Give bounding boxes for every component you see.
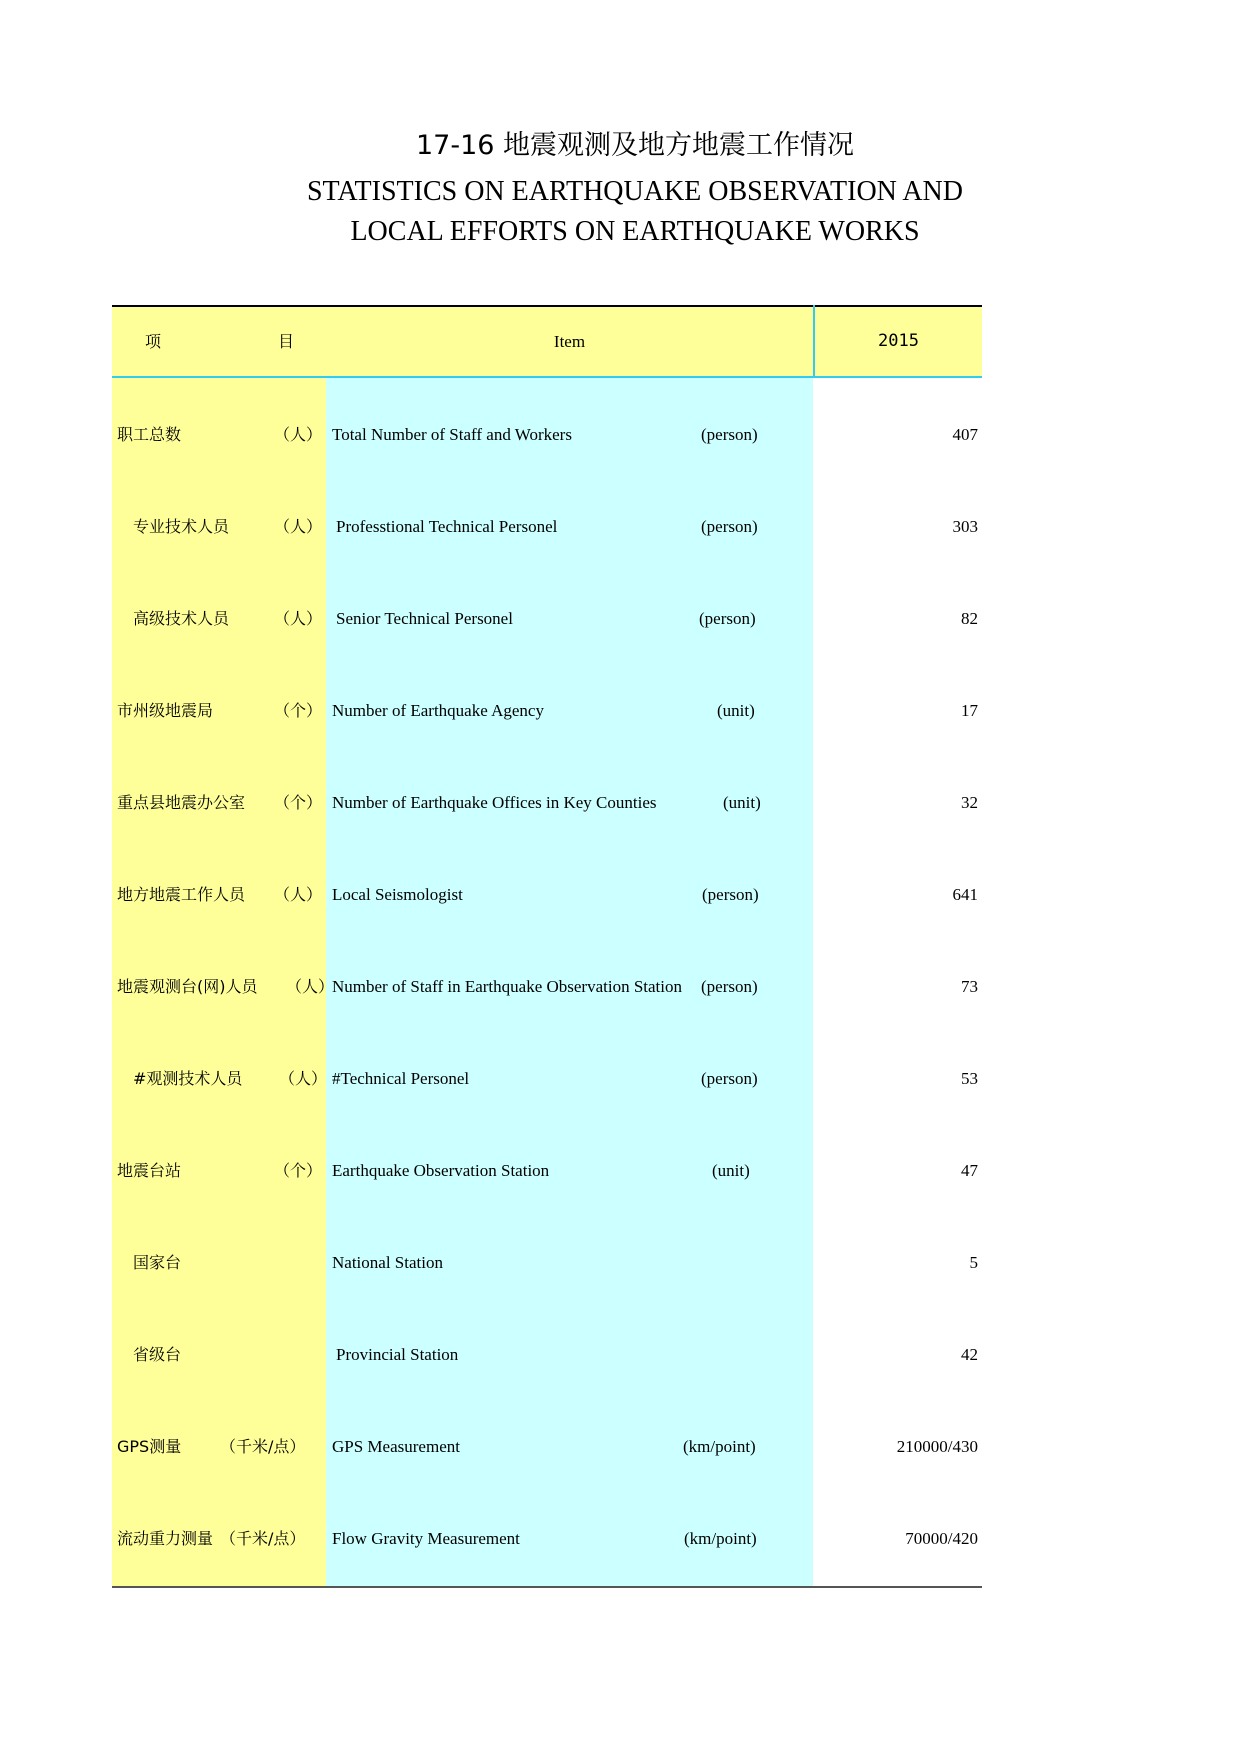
row-cn-label: 职工总数 — [117, 425, 182, 444]
table-number: 17-16 — [415, 130, 495, 161]
table-top-rule — [112, 305, 982, 307]
row-cn-unit: （千米/点） — [220, 1529, 306, 1548]
row-en-label: Local Seismologist — [332, 885, 463, 904]
title-en-line2: LOCAL EFFORTS ON EARTHQUAKE WORKS — [350, 216, 920, 247]
row-en-unit: (unit) — [712, 1161, 750, 1180]
row-en-label: GPS Measurement — [332, 1437, 460, 1456]
table-row — [112, 512, 982, 542]
table-row — [112, 604, 982, 634]
row-cn-label: 重点县地震办公室 — [117, 793, 246, 812]
table-bottom-rule — [112, 1586, 982, 1588]
table-row — [112, 420, 982, 450]
row-value: 70000/420 — [905, 1529, 978, 1548]
row-value: 17 — [961, 701, 978, 720]
row-en-unit: (km/point) — [684, 1529, 757, 1548]
table-row — [112, 880, 982, 910]
row-en-unit: (person) — [699, 609, 756, 628]
row-value: 407 — [952, 425, 978, 444]
table-row — [112, 696, 982, 726]
row-en-label: Total Number of Staff and Workers — [332, 425, 572, 444]
row-value: 303 — [952, 517, 978, 536]
row-cn-label: GPS测量 — [117, 1437, 182, 1456]
row-cn-label: 高级技术人员 — [133, 609, 230, 628]
row-cn-label: 市州级地震局 — [117, 701, 214, 720]
row-cn-unit: （个） — [274, 701, 323, 720]
row-cn-unit: （人） — [279, 1069, 328, 1088]
table-row — [112, 1432, 982, 1462]
row-en-label: #Technical Personel — [332, 1069, 470, 1088]
row-cn-unit: （人） — [286, 977, 335, 996]
row-en-unit: (unit) — [717, 701, 755, 720]
table-row — [112, 1524, 982, 1554]
row-cn-unit: （个） — [274, 1161, 323, 1180]
row-value: 210000/430 — [896, 1437, 978, 1456]
header-cn-part1: 项 — [145, 332, 162, 351]
row-cn-unit: （人） — [274, 425, 323, 444]
row-cn-label: 流动重力测量 — [117, 1529, 214, 1548]
statistics-table — [112, 305, 982, 1588]
row-cn-unit: （个） — [274, 793, 323, 812]
row-value: 53 — [961, 1069, 978, 1088]
row-cn-unit: （人） — [274, 517, 323, 536]
row-cn-label: 专业技术人员 — [133, 517, 230, 536]
row-en-label: Professtional Technical Personel — [336, 517, 558, 536]
row-value: 32 — [961, 793, 978, 812]
row-en-label: Number of Earthquake Agency — [332, 701, 544, 720]
row-en-label: Number of Staff in Earthquake Observation Station — [332, 977, 682, 996]
row-en-unit: (unit) — [723, 793, 761, 812]
title-cn-text: 地震观测及地方地震工作情况 — [503, 130, 855, 161]
row-value: 42 — [961, 1345, 978, 1364]
row-en-label: Senior Technical Personel — [336, 609, 513, 628]
row-cn-unit: （人） — [274, 885, 323, 904]
header-cn-part2: 目 — [278, 332, 295, 351]
table-row — [112, 1340, 982, 1370]
page-title-cn — [0, 128, 1240, 164]
row-cn-unit: （人） — [274, 609, 323, 628]
row-en-label: Earthquake Observation Station — [332, 1161, 550, 1180]
row-value: 47 — [961, 1161, 978, 1180]
row-en-unit: (person) — [701, 425, 758, 444]
table-row — [112, 1156, 982, 1186]
row-en-unit: (person) — [701, 977, 758, 996]
row-en-label: Provincial Station — [336, 1345, 459, 1364]
row-cn-label: 省级台 — [133, 1345, 182, 1364]
row-en-unit: (person) — [701, 517, 758, 536]
header-item: Item — [553, 332, 586, 351]
row-en-unit: (person) — [701, 1069, 758, 1088]
row-cn-label: 地震台站 — [117, 1161, 182, 1180]
header-divider — [813, 305, 815, 376]
row-cn-label: 国家台 — [133, 1253, 182, 1272]
row-cn-unit: （千米/点） — [220, 1437, 306, 1456]
row-cn-label: 地震观测台(网)人员 — [117, 977, 258, 996]
table-row — [112, 972, 982, 1002]
table-row — [112, 1248, 982, 1278]
table-header — [112, 307, 982, 376]
row-cn-label: 地方地震工作人员 — [117, 885, 246, 904]
row-value: 5 — [969, 1253, 978, 1272]
row-value: 82 — [961, 609, 978, 628]
row-cn-label: #观测技术人员 — [133, 1069, 243, 1088]
title-en-line1: STATISTICS ON EARTHQUAKE OBSERVATION AND — [306, 176, 964, 207]
table-row — [112, 1064, 982, 1094]
row-value: 641 — [952, 885, 978, 904]
row-en-unit: (person) — [702, 885, 759, 904]
table-row — [112, 788, 982, 818]
header-bottom-rule — [112, 376, 982, 378]
row-en-unit: (km/point) — [683, 1437, 756, 1456]
row-en-label: Flow Gravity Measurement — [332, 1529, 520, 1548]
header-year: 2015 — [878, 331, 919, 351]
row-en-label: National Station — [332, 1253, 443, 1272]
row-en-label: Number of Earthquake Offices in Key Counties — [332, 793, 657, 812]
row-value: 73 — [961, 977, 978, 996]
